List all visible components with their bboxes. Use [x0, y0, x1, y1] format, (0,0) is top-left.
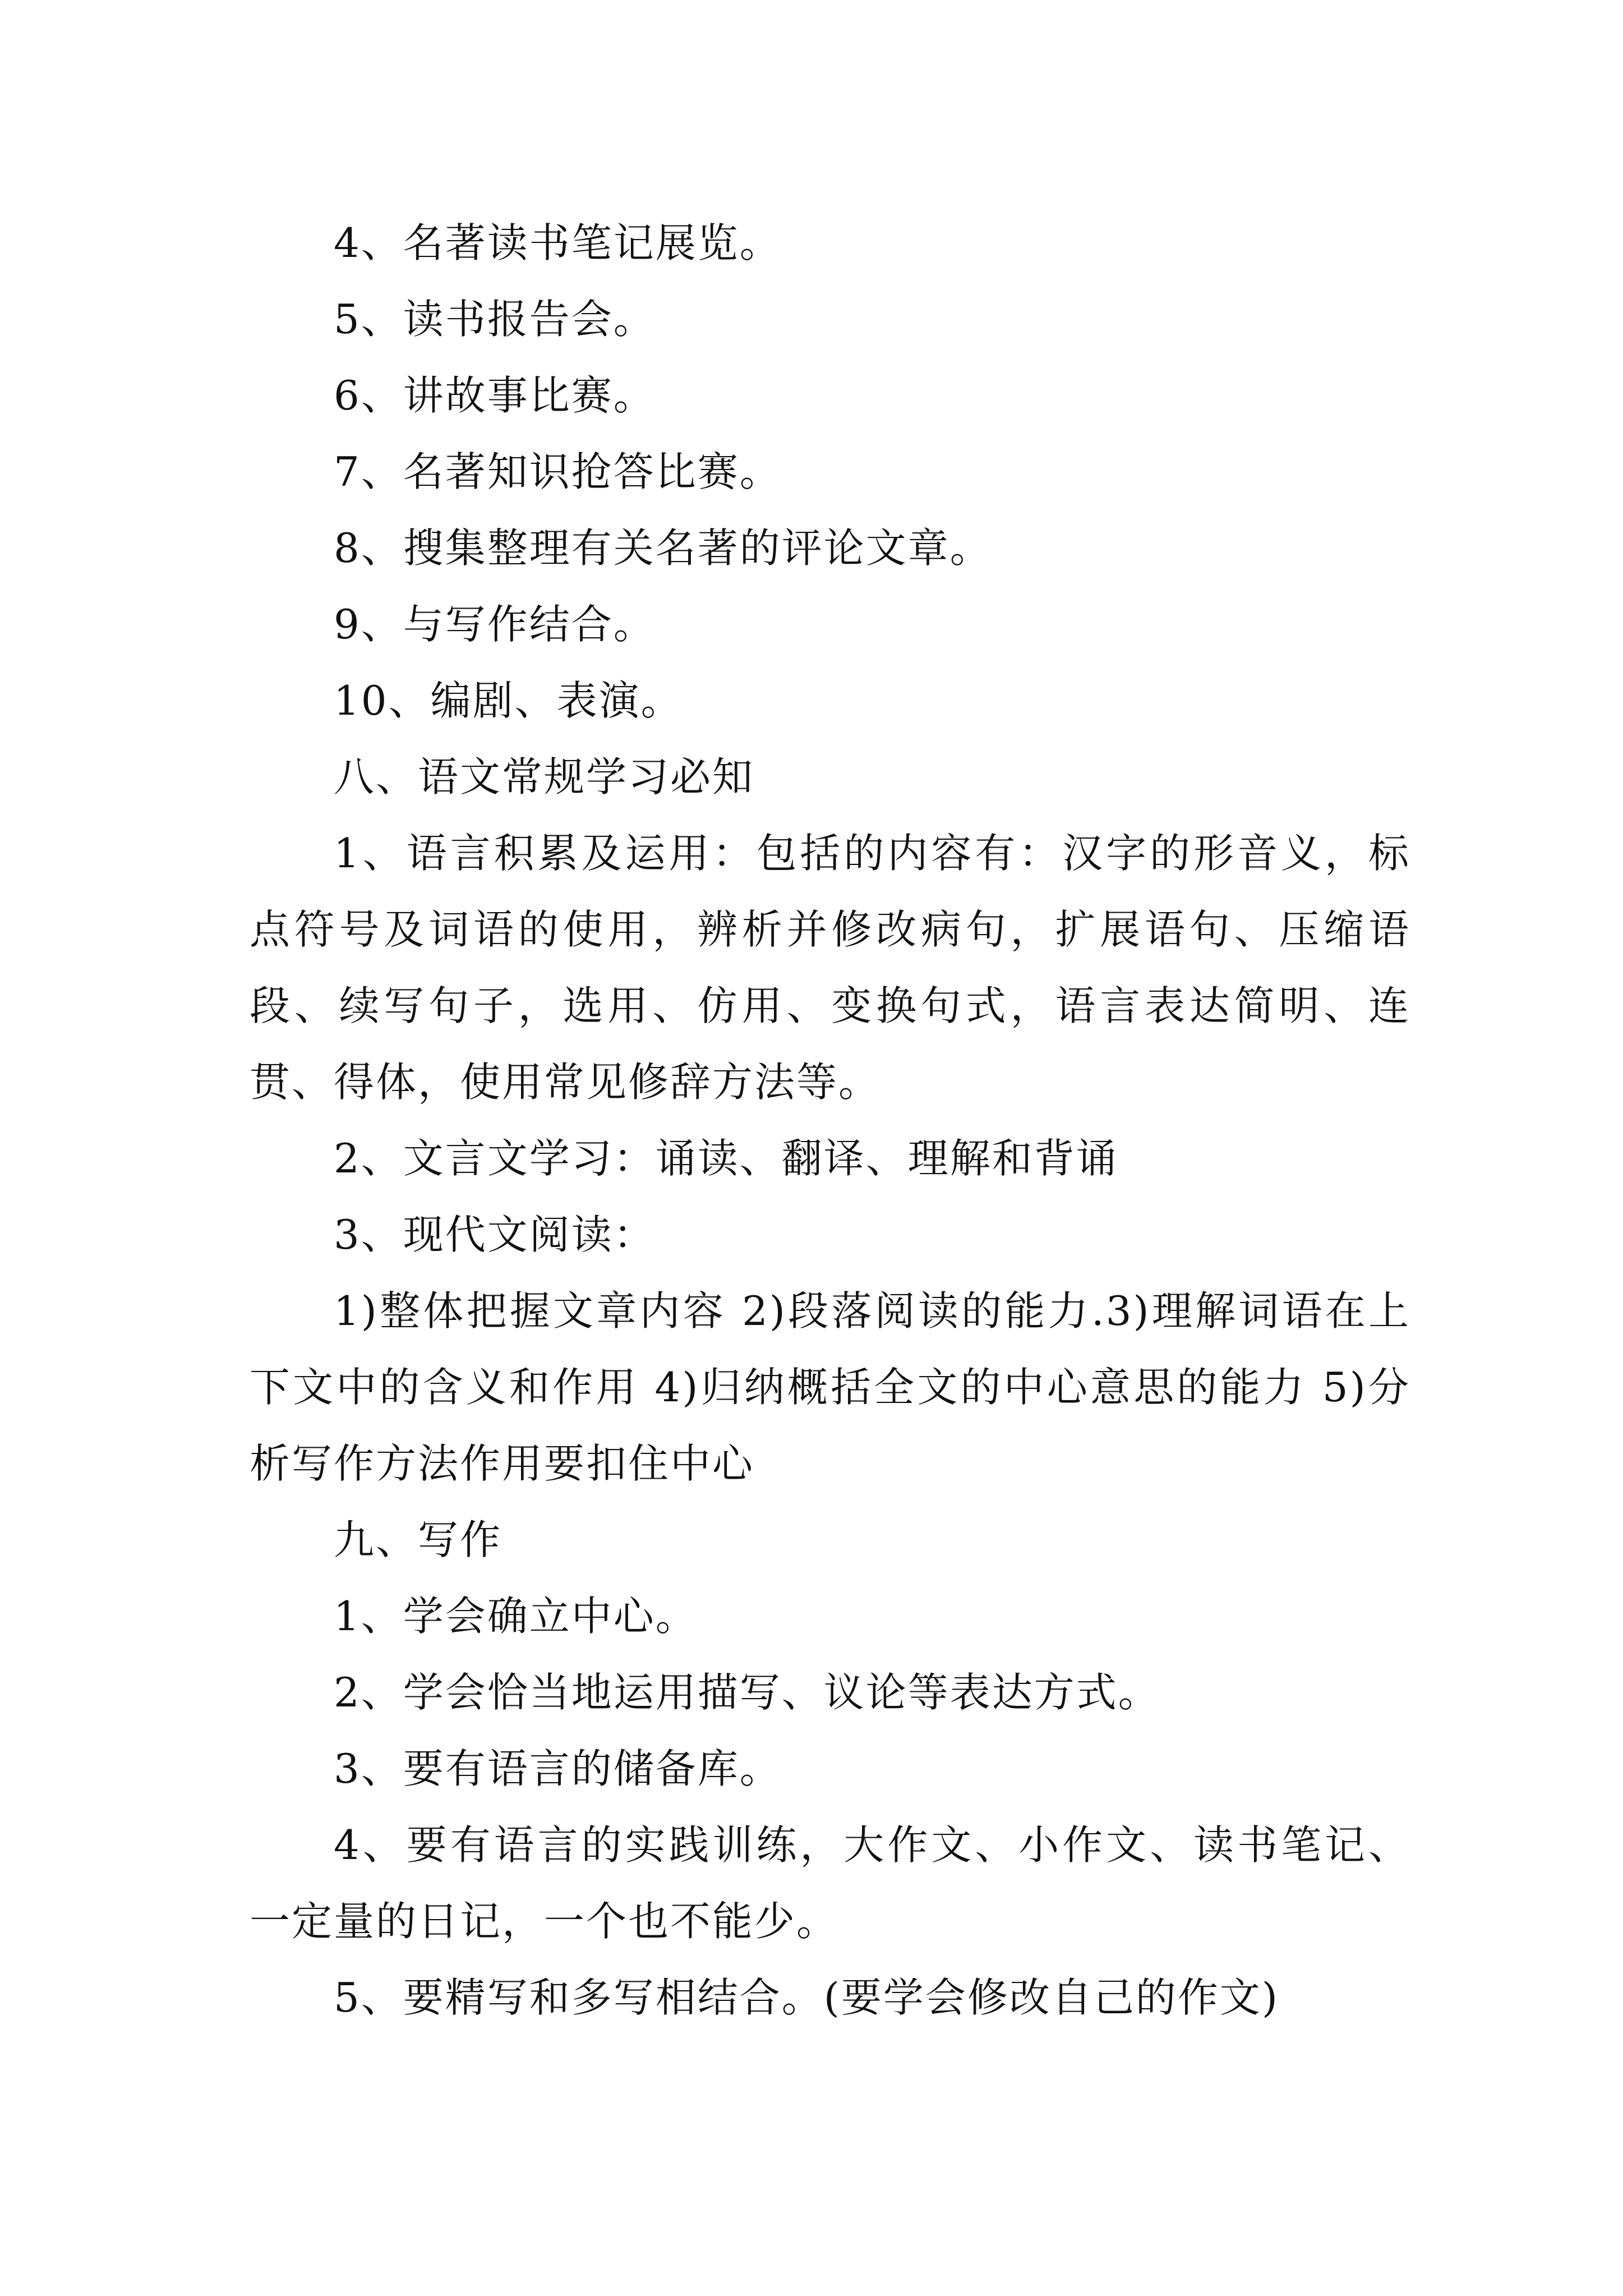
list-item-quiz-contest: 7、名著知识抢答比赛。: [334, 448, 782, 495]
list-item-expression-methods: 2、学会恰当地运用描写、议论等表达方式。: [334, 1669, 1160, 1716]
paragraph-classical-chinese: 2、文言文学习：诵读、翻译、理解和背诵: [334, 1135, 1118, 1182]
section-heading-writing: 九、写作: [334, 1516, 502, 1563]
list-item-establish-center: 1、学会确立中心。: [334, 1593, 698, 1640]
paragraph-language-accumulation: 1、语言积累及运用：包括的内容有：汉字的形音义，标点符号及词语的使用，辨析并修改病句，扩展语句、压缩语段、续写句子，选用、仿用、变换句式，语言表达简明、连贯、得体，使用常见修辞方法等。: [250, 830, 1410, 1106]
list-item-storytelling-contest: 6、讲故事比赛。: [334, 372, 656, 419]
section-heading-chinese-basics: 八、语文常规学习必知: [334, 753, 755, 800]
paragraph-modern-reading: 3、现代文阅读：: [334, 1211, 656, 1258]
list-item-script-performance: 10、编剧、表演。: [334, 677, 683, 724]
document-body: [250, 205, 1410, 2036]
list-item-book-report-meeting: 5、读书报告会。: [334, 296, 656, 343]
list-item-combine-writing: 9、与写作结合。: [334, 601, 656, 648]
paragraph-reading-skills: 1)整体把握文章内容 2)段落阅读的能力.3)理解词语在上下文中的含义和作用 4)归纳概括全文的中心意思的能力 5)分析写作方法作用要扣住中心: [250, 1287, 1410, 1487]
list-item-collect-reviews: 8、搜集整理有关名著的评论文章。: [334, 524, 992, 572]
list-item-reading-notes-exhibition: 4、名著读书笔记展览。: [334, 219, 782, 266]
list-item-language-practice: 4、要有语言的实践训练，大作文、小作文、读书笔记、一定量的日记，一个也不能少。: [250, 1821, 1410, 1945]
list-item-language-reserve: 3、要有语言的储备库。: [334, 1745, 782, 1792]
list-item-refine-and-write-more: 5、要精写和多写相结合。(要学会修改自己的作文): [334, 1974, 1279, 2021]
